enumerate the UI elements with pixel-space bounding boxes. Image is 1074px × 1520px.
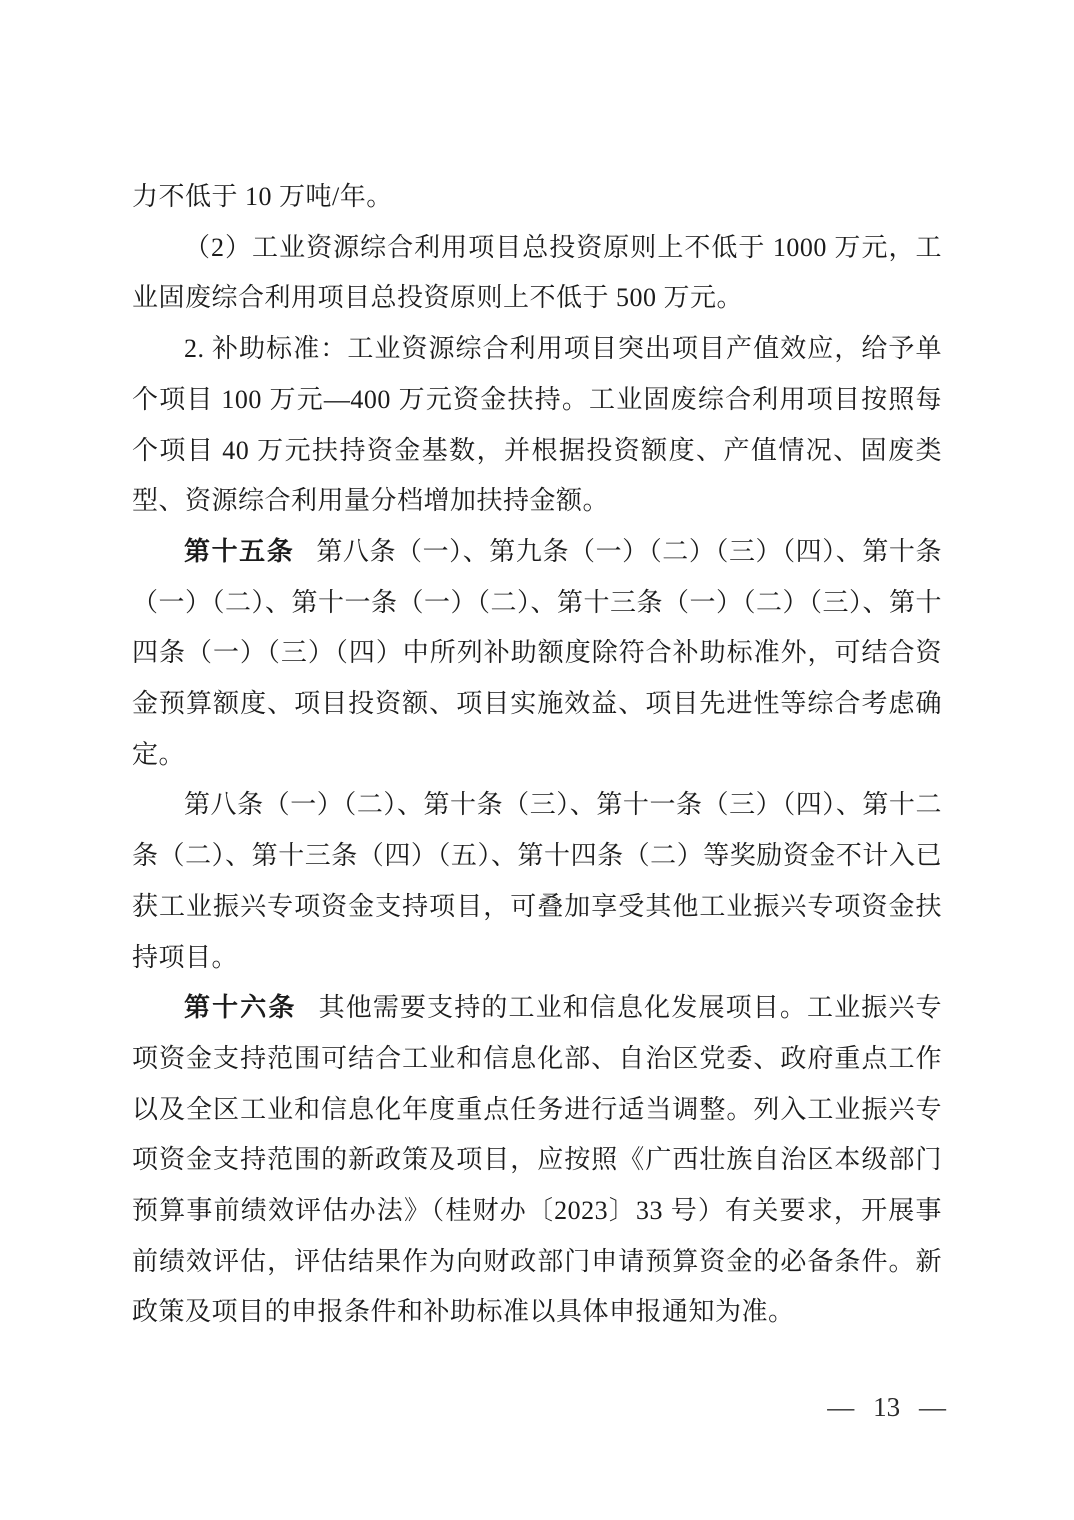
article-16-heading: 第十六条: [184, 993, 297, 1023]
article-15-heading: 第十五条: [184, 536, 295, 566]
document-body: [132, 172, 942, 1338]
paragraph: [132, 527, 942, 781]
paragraph: 力不低于 10 万吨/年。: [132, 182, 393, 211]
paragraph: （2）工业资源综合利用项目总投资原则上不低于 1000 万元，工业固废综合利用项目总投资原则上不低于 500 万元。: [132, 232, 942, 313]
paragraph-text: 其他需要支持的工业和信息化发展项目。工业振兴专项资金支持范围可结合工业和信息化部、自治区党委、政府重点工作以及全区工业和信息化年度重点任务进行适当调整。列入工业振兴专项资金支持范围的新政策及项目，应按照《广西壮族自治区本级部门预算事前绩效评估办法》（桂财办〔2023〕33 号）有关要求，开展事前绩效评估，评估结果作为向财政部门申请预算资金的必备条件。新政策及项目的申报条件和补助标准以具体申报通知为准。: [132, 993, 942, 1327]
page-number: — 13 —: [827, 1392, 946, 1422]
paragraph: 2. 补助标准：工业资源综合利用项目突出项目产值效应，给予单个项目 100 万元—400 万元资金扶持。工业固废综合利用项目按照每个项目 40 万元扶持资金基数，并根据投资额度、产值情况、固废类型、资源综合利用量分档增加扶持金额。: [132, 334, 942, 516]
paragraph: [132, 983, 942, 1338]
paragraph: 第八条（一）（二）、第十条（三）、第十一条（三）（四）、第十二条（二）、第十三条（四）（五）、第十四条（二）等奖励资金不计入已获工业振兴专项资金支持项目，可叠加享受其他工业振兴专项资金扶持项目。: [132, 790, 942, 972]
paragraph-text: 第八条（一）、第九条（一）（二）（三）（四）、第十条（一）（二）、第十一条（一）（二）、第十三条（一）（二）（三）、第十四条（一）（三）（四）中所列补助额度除符合补助标准外，可结合资金预算额度、项目投资额、项目实施效益、项目先进性等综合考虑确定。: [132, 536, 943, 769]
